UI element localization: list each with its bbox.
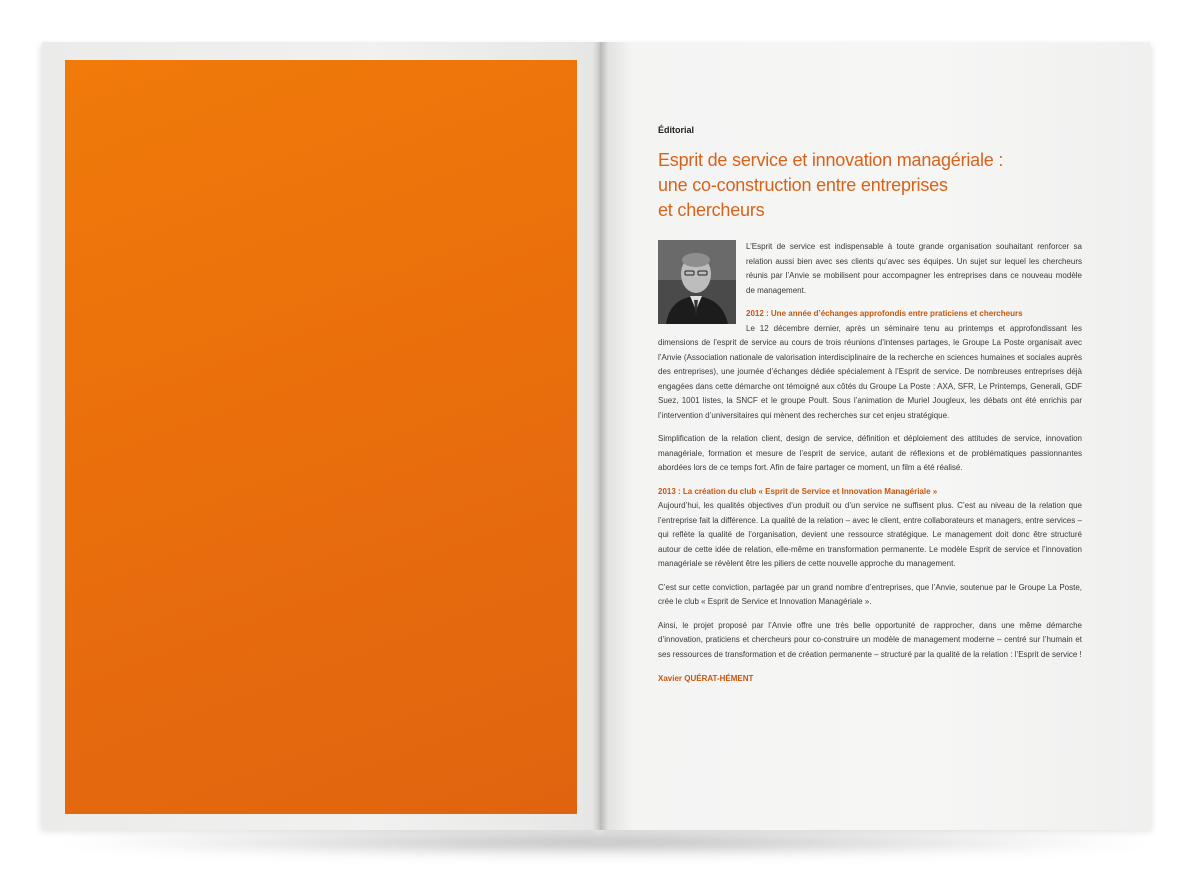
intro-block	[658, 240, 1082, 423]
spine-gutter	[592, 42, 608, 830]
editorial-title	[658, 148, 1082, 223]
author-portrait	[658, 240, 736, 324]
intro-paragraph: L’Esprit de service est indispensable à toute grande organisation souhaitant renforcer sa relation aussi bien avec ses clients qu’avec ses équipes. Un sujet sur lequel les chercheurs réunis par l’Anvie se mobilisent pour accompagner les entreprises dans ce nouveau modèle de management.	[746, 242, 1082, 295]
title-line: une co-construction entre entreprises	[658, 175, 948, 195]
title-line: Esprit de service et innovation managériale :	[658, 150, 1004, 170]
portrait-photo-icon	[658, 240, 736, 324]
author-signature: Xavier QUÉRAT-HÉMENT	[658, 674, 754, 683]
section-kicker: Éditorial	[658, 125, 695, 135]
brochure-shadow	[60, 828, 1150, 856]
title-line: et chercheurs	[658, 200, 765, 220]
section-2013-heading: 2013 : La création du club « Esprit de Service et Innovation Managériale »	[658, 486, 938, 496]
section-2012-paragraph: Simplification de la relation client, design de service, définition et déploiement des attitudes de service, innovation managériale, formation et mesure de l’esprit de service, autant de réflexions et de problématiques passionnantes abordées lors de ce temps fort. Afin de faire partager ce moment, un film a été réalisé.	[658, 434, 1082, 472]
section-2012-paragraph: Le 12 décembre dernier, après un séminaire tenu au printemps et approfondissant les dimensions de l’esprit de service au cours de trois réunions d’intenses partages, le Groupe La Poste organisait avec l’Anvie (Association nationale de valorisation interdisciplinaire de la recherche en sciences humaines et sociales auprès des entreprises), une journée d’échanges dédiée spécialement à l’Esprit de service. De nombreuses entreprises déjà engagées dans cette démarche ont témoigné aux côtés du Groupe La Poste : AXA, SFR, Le Printemps, Generali, GDF Suez, 1001 listes, la SNCF et le groupe Poult. Sous l’animation de Muriel Jougleux, les débats ont été enrichis par l’intervention d’universitaires qui mènent des recherches sur cet enjeu stratégique.	[658, 323, 1082, 420]
editorial-content	[658, 125, 1082, 683]
section-2013-paragraph: Ainsi, le projet proposé par l’Anvie offre une très belle opportunité de rapprocher, dans une même démarche d’innovation, praticiens et chercheurs pour co-construire un modèle de management moderne – centré sur l’humain et ses ressources de transformation et de création permanente – structuré par la qualité de la relation : l’Esprit de service !	[658, 620, 1082, 659]
section-2013-paragraph: C’est sur cette conviction, partagée par un grand nombre d’entreprises, que l’Anvie, soutenue par le Groupe La Poste, crée le club « Esprit de Service et Innovation Managériale ».	[658, 582, 1082, 606]
section-2013-paragraph: Aujourd’hui, les qualités objectives d’un produit ou d’un service ne suffisent plus. C’est au niveau de la relation que l’entreprise fait la différence. La qualité de la relation – avec le client, entre collaborateurs et managers, entre services – qui reflète la qualité de l’organisation, devient une ressource stratégique. Le management doit donc être structuré autour de cette idée de relation, elle-même en transformation permanente. Le modèle Esprit de service et l’innovation managériale se révèlent être les piliers de cette nouvelle approche du management.	[658, 501, 1082, 568]
orange-color-panel	[65, 60, 577, 814]
section-2012-heading: 2012 : Une année d’échanges approfondis entre praticiens et chercheurs	[746, 309, 1023, 318]
